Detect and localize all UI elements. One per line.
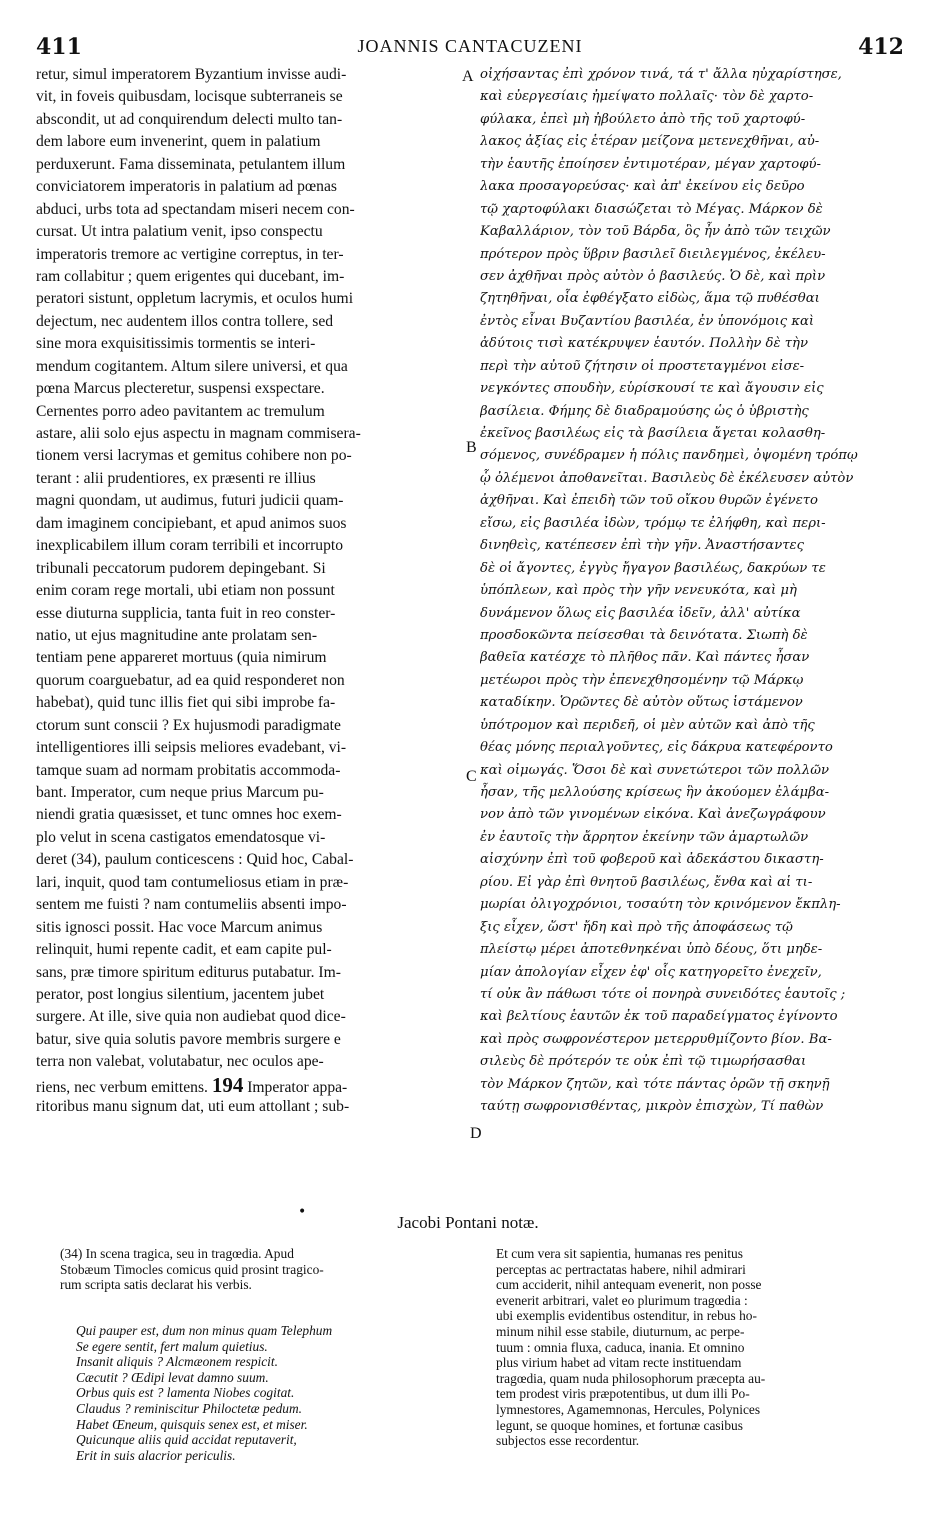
text-line: cursat. Ut intra palatium venit, ipso conspectu (36, 223, 323, 241)
text-line: ἦσαν, τῆς μελλούσης κρίσεως ἣν ἀκούομεν ἐλάμβα- (480, 785, 830, 800)
text-line: Stobæum Timocles comicus quid prosint tragico- (60, 1261, 324, 1277)
text-line: imperatoris tremore ac vertigine correptus, in ter- (36, 245, 344, 263)
text-fragment: riens, nec verbum emittens. (36, 1078, 208, 1096)
text-line: ἀδύτοις τισὶ κατέκρυψεν ἑαυτόν. Πολλὴν δὲ τὴν (480, 336, 808, 352)
text-line: abscondit, ut ad conquirendum delecti multo tan- (36, 110, 343, 128)
text-line: νον ἀπὸ τῶν γινομένων εἰκόνα. Καὶ ἀνεζωγράφουν (480, 807, 826, 823)
text-line: ram collabitur ; quem erigentes qui ducebant, im- (36, 267, 345, 285)
text-line: ὑπόπλεων, καὶ πρὸς τὴν γῆν νενευκότα, καὶ μὴ (480, 583, 797, 599)
text-line: ἐν ἑαυτοῖς τὴν ἄρρητον ἐκείνην τῶν ἁμαρτωλῶν (480, 829, 809, 845)
text-line: batur, sive quia solutis pavore membris surgere e (36, 1030, 341, 1048)
text-line: tamque suam ad normam probitatis accommoda- (36, 761, 341, 779)
text-line: bant. Imperator, cum neque prius Marcum pu- (36, 784, 324, 801)
text-line: mendum cogitantem. Altum silere universi, et qua (36, 357, 348, 375)
text-line: ταύτῃ σωφρονισθέντας, μικρὸν ἐπισχὼν, Τί παθὼν (480, 1099, 824, 1115)
text-line: enim coram rege mortali, ubi etiam non possunt (36, 582, 335, 600)
text-line: δινηθεὶς, κατέπεσεν ἐπὶ τὴν γῆν. Ἀναστήσαντες (480, 538, 804, 554)
text-line: sitis ignosci possit. Hac voce Marcum animus (36, 918, 323, 936)
text-line: perceptas ac pertractatas habere, nihil admirari (496, 1261, 746, 1277)
text-line: ἐντὸς εἶναι Βυζαντίου βασιλέα, ἐν ὑπονόμοις καὶ (480, 313, 815, 329)
text-line: ξις εἶχεν, ὥστ' ἤδη καὶ πρὸ τῆς ἀποφάσεως τῷ (480, 919, 793, 935)
text-line: Claudus ? reminiscitur Philoctetæ pedum. (76, 1400, 303, 1416)
margin-marker-a: A (462, 68, 474, 85)
text-line: sans, præ timore spiritum editurus putabatur. Im- (36, 963, 341, 981)
text-line: καὶ οἰμωγάς. Ὅσοι δὲ καὶ συνετώτεροι τῶν πολλῶν (480, 762, 829, 778)
text-line: Et cum vera sit sapientia, humanas res penitus (496, 1246, 743, 1261)
text-line: sine mora exquisitissimis tormentis se interi- (36, 335, 316, 353)
text-line: Habet Œneum, quisquis senex est, et miser. (76, 1416, 308, 1432)
text-line: lymnestores, Agamemnonas, Hercules, Polynices (496, 1401, 761, 1417)
text-line: σιλεὺς δὲ πρότερόν τε οὐκ ἐπὶ τῷ τιμωρήσασθαι (480, 1054, 807, 1070)
notes-title: Jacobi Pontani notæ. (397, 1213, 539, 1232)
text-line: εἴσω, εἰς βασιλέα ἰδὼν, τρόμῳ τε ἐλήφθη, καὶ περι- (480, 515, 826, 531)
text-line: surgere. At ille, sive quia non audiebat quod dice- (36, 1008, 346, 1026)
text-line: (34) In scena tragica, seu in tragœdia. Apud (60, 1246, 294, 1261)
text-line: Erit in suis alacrior periculis. (76, 1447, 236, 1463)
text-line: δὲ οἱ ἄγοντες, ἐγγὺς ἤγαγον βασιλέως, δακρύων τε (480, 560, 826, 576)
text-line: plo velut in scena castigatos emendatosque vi- (36, 828, 326, 846)
text-line: sentem me fuisti ? nam contumeliis absenti impo- (36, 896, 347, 914)
text-line: περὶ τὴν αὐτοῦ ζήτησιν οἱ προστεταγμένοι εἰσε- (480, 358, 805, 374)
text-line: lari, inquit, quod tam contumeliosus etiam in præ- (36, 873, 349, 891)
text-line: Se egere sentit, fert malum quietius. (76, 1338, 268, 1354)
text-line: πρότερον πρὸς ὕβριν βασιλεῖ διειλεγμένος, ἐκέλευ- (480, 246, 826, 262)
text-line: relinquit, humi repente cadit, et eam capite pul- (36, 941, 332, 959)
text-line: μετέωροι πρὸς τὴν ἐπενεχθησομένην τῷ Μάρκῳ (480, 672, 804, 688)
running-title: JOANNIS CANTACUZENI (357, 36, 583, 56)
text-line: astare, alii solo ejus aspectu in magnam commisera- (36, 425, 361, 442)
text-line: abduci, urbs tota ad spectandam miseri necem con- (36, 200, 355, 218)
text-line: tionem versi lacrymas et gemitus cohibere non po- (36, 447, 352, 465)
text-line: καὶ βελτίους ἑαυτῶν ἐκ τοῦ παραδείγματος ἐγίνοντο (480, 1009, 838, 1025)
text-line: ᾧ ὀλέμενοι ἀποθανεῖται. Βασιλεὺς δὲ ἐκέλευσεν αὐτὸν (480, 470, 854, 486)
text-line: ἐκεῖνος βασιλέως εἰς τὰ βασίλεια ἄγεται κολασθη- (480, 426, 826, 441)
text-line: dem labore eum invenerint, quem in palatium (36, 133, 321, 151)
text-line: tribunali peccatorum pudorem depingebant. Si (36, 559, 326, 577)
text-line: plus virium habet ad vitam recte instituendam (496, 1355, 742, 1371)
greek-column (480, 64, 906, 1119)
text-line: deret (34), paulum conticescens : Quid hoc, Cabal- (36, 851, 354, 869)
text-line: αἰσχύνην ἐπὶ τοῦ φοβεροῦ καὶ ἀδεκάστου δικαστη- (480, 852, 824, 868)
text-line: terra non valebat, volutabatur, nec oculos ape- (36, 1053, 324, 1071)
column-number: 194 (211, 1073, 244, 1097)
text-line: perduxerunt. Fama disseminata, petulantem illum (36, 155, 346, 173)
text-line: μίαν ἀπολογίαν εἶχεν ἐφ' οἷς κατηγορεῖτο ἐνεχεῖν, (480, 964, 822, 980)
text-line: rum scripta satis declarat his verbis. (60, 1277, 252, 1293)
text-line: λακος ἀξίας εἰς ἑτέραν μείζονα μετενεχθῆναι, αὐ- (480, 134, 820, 150)
text-line: λακα προσαγορεύσας· καὶ ἀπ' ἐκείνου εἰς δεῦρο (480, 179, 805, 195)
notes-right-column (496, 1246, 908, 1449)
text-line: Qui pauper est, dum non minus quam Telephum (76, 1323, 333, 1338)
text-line: esse diuturna supplicia, tanta fuit in reo conster- (36, 604, 336, 622)
text-line: subjectos esse recordentur. (496, 1433, 640, 1449)
text-fragment: Imperator appa- (247, 1078, 348, 1096)
notes-left-column (60, 1246, 480, 1293)
text-line: quorum coarguebatur, ad ea quid responderet non (36, 671, 345, 689)
text-line: Insanit aliquis ? Alcmæonem respicit. (76, 1354, 278, 1370)
text-line: βασίλεια. Φήμης δὲ διαδραμούσης ὡς ὁ ὑβριστὴς (480, 403, 809, 419)
text-line: καταδίκην. Ὁρῶντες δὲ αὐτὸν οὕτως ἱστάμενον (480, 695, 803, 711)
text-line: μωρίαι ὀλιγοχρόνιοι, τοσαύτη τὸν κρινόμενον ἔκπλη- (480, 897, 841, 913)
text-line: καὶ πρὸς σωφρονέστερον μετερρυθμίζοντο βίον. Βα- (480, 1031, 832, 1047)
text-line: Καβαλλάριον, τὸν τοῦ Βάρδα, ὃς ἦν ἀπὸ τῶν τειχῶν (480, 224, 831, 240)
text-line: Quicunque aliis quid accidat reputaverit, (76, 1432, 297, 1448)
text-line: magni quondam, ut audimus, futuri judicii quam- (36, 492, 344, 510)
text-line (36, 1074, 460, 1096)
text-line: οἰχήσαντας ἐπὶ χρόνον τινά, τά τ' ἄλλα ηὐχαρίστησε, (480, 67, 842, 82)
text-line: ὑπότρομον καὶ περιδεῆ, οἱ μὲν αὐτῶν καὶ ἀπὸ τῆς (480, 717, 815, 733)
text-line: βαθεῖα κατέσχε τὸ πλῆθος πᾶν. Καὶ πάντες ἦσαν (480, 650, 810, 666)
text-line: habebat), quid tunc illis fiet qui sibi improbe fa- (36, 694, 336, 712)
text-line: τί οὐκ ἂν πάθωσι τότε οἱ πονηρὰ συνειδότες ἑαυτοῖς ; (480, 986, 846, 1002)
text-line: evenerit arbitrari, valet eo plurimum tragœdia : (496, 1292, 748, 1308)
text-line: καὶ εὐεργεσίαις ἠμείψατο πολλαῖς· τὸν δὲ χαρτο- (480, 89, 814, 105)
margin-marker-c: C (466, 768, 477, 785)
text-line: Cernentes porro adeo pavitantem ac tremulum (36, 402, 325, 420)
text-line: niendi gratia quæsisset, et tunc omnes hoc exem- (36, 806, 342, 824)
text-line: dejectum, nec audentem illos contra tollere, sed (36, 312, 334, 330)
text-line: δυνάμενον ὅλως εἰς βασιλέα ἰδεῖν, ἀλλ' αὐτίκα (480, 605, 801, 621)
running-header (36, 34, 904, 64)
text-line: terant : alii prudentiores, ex præsenti re illius (36, 469, 316, 487)
text-line: natio, ut ejus magnitudine ante prolatam sen- (36, 626, 318, 644)
text-line: ρίου. Εἰ γὰρ ἐπὶ θνητοῦ βασιλέως, ἔνθα καὶ αἱ τι- (480, 874, 813, 890)
text-line: σεν ἀχθῆναι πρὸς αὐτὸν ὁ βασιλεύς. Ὁ δὲ, καὶ πρὶν (480, 268, 826, 284)
text-line: pœna Marcus plecteretur, suspensi exspectare. (36, 380, 325, 398)
text-line: perator, post longius silentium, jacentem jubet (36, 985, 325, 1003)
left-page-number: 411 (36, 34, 82, 60)
text-line: ubi exemplis evidentibus ostenditur, in rebus ho- (496, 1308, 757, 1324)
text-line: dam imaginem concipiebant, et apud animos suos (36, 514, 347, 532)
text-line: inexplicabilem illum coram terribili et incorrupto (36, 537, 344, 555)
text-line: cum acciderit, nihil antequam evenerit, non posse (496, 1277, 762, 1293)
text-line: minum nihil esse stabile, diuturnum, ac perpe- (496, 1323, 745, 1339)
text-line: ἀχθῆναι. Καὶ ἐπειδὴ τῶν τοῦ οἴκου θυρῶν ἐγένετο (480, 493, 819, 509)
text-line: φύλακα, ἐπεὶ μὴ ἠβούλετο ἀπὸ τῆς τοῦ χαρτοφύ- (480, 111, 806, 127)
text-line: ritoribus manu signum dat, uti eum attollant ; sub- (36, 1098, 350, 1116)
text-line: προσδοκῶντα πείσεσθαι τὰ δεινότατα. Σιωπὴ δὲ (480, 627, 808, 643)
text-line: tem prodest viris præpotentibus, ut dum illi Po- (496, 1386, 750, 1402)
text-line: legunt, se quoque homines, et fortunæ casibus (496, 1417, 743, 1433)
text-line: σόμενος, συνέδραμεν ἡ πόλις πανδημεὶ, ὀψομένη τρόπῳ (480, 448, 858, 464)
text-line: retur, simul imperatorem Byzantium invisse audi- (36, 66, 347, 83)
text-line: peratori sistunt, oppletum lacrymis, et oculos humi (36, 290, 354, 308)
separator-dot: • (298, 1204, 307, 1220)
text-line: Orbus quis est ? lamenta Niobes cogitat. (76, 1385, 295, 1401)
text-line: Cæcutit ? Œdipi levat damno suum. (76, 1369, 269, 1385)
text-line: vit, in foveis quibusdam, locisque subterraneis se (36, 88, 343, 106)
text-line: νεγκόντες σπουδὴν, εὑρίσκουσί τε καὶ ἄγουσιν εἰς (480, 381, 824, 397)
text-line: tentiam pene appareret mortuus (quia nimirum (36, 649, 327, 667)
margin-marker-b: B (466, 439, 477, 456)
text-line: tuum : omnia fluxa, caduca, inania. Et omnino (496, 1339, 745, 1355)
text-line: intelligentiores illi seipsis meliores evadebant, vi- (36, 739, 347, 757)
text-line: tragœdia, quam nuda philosophorum præcepta au- (496, 1370, 766, 1386)
text-line: τῷ χαρτοφύλακι διασώζεται τὸ Μέγας. Μάρκον δὲ (480, 201, 823, 217)
right-page-number: 412 (858, 34, 904, 60)
text-line: τὴν ἑαυτῆς ἐποίησεν ἐντιμοτέραν, μέγαν χαρτοφύ- (480, 156, 821, 172)
notes-verses (76, 1323, 476, 1463)
text-line: ζητηθῆναι, οἷα ἐφθέγξατο εἰδὼς, ἅμα τῷ πυθέσθαι (480, 291, 820, 307)
text-line: θέας μόνης περιαλγοῦντες, εἰς δάκρυα κατεφέροντο (480, 740, 833, 756)
text-line: conviciatorem imperatoris in palatium ad pœnas (36, 178, 337, 196)
margin-marker-d: D (470, 1125, 482, 1142)
latin-column (36, 64, 460, 1119)
text-line: ctorum sunt conscii ? Ex hujusmodi paradigmate (36, 716, 341, 734)
text-line: τὸν Μάρκον ζητῶν, καὶ τότε πάντας ὁρῶν τῇ σκηνῇ (480, 1076, 830, 1092)
text-line: πλείστῳ μέρει ἀποτεθνηκέναι ὑπὸ δέους, ὅτι μηδε- (480, 942, 823, 958)
